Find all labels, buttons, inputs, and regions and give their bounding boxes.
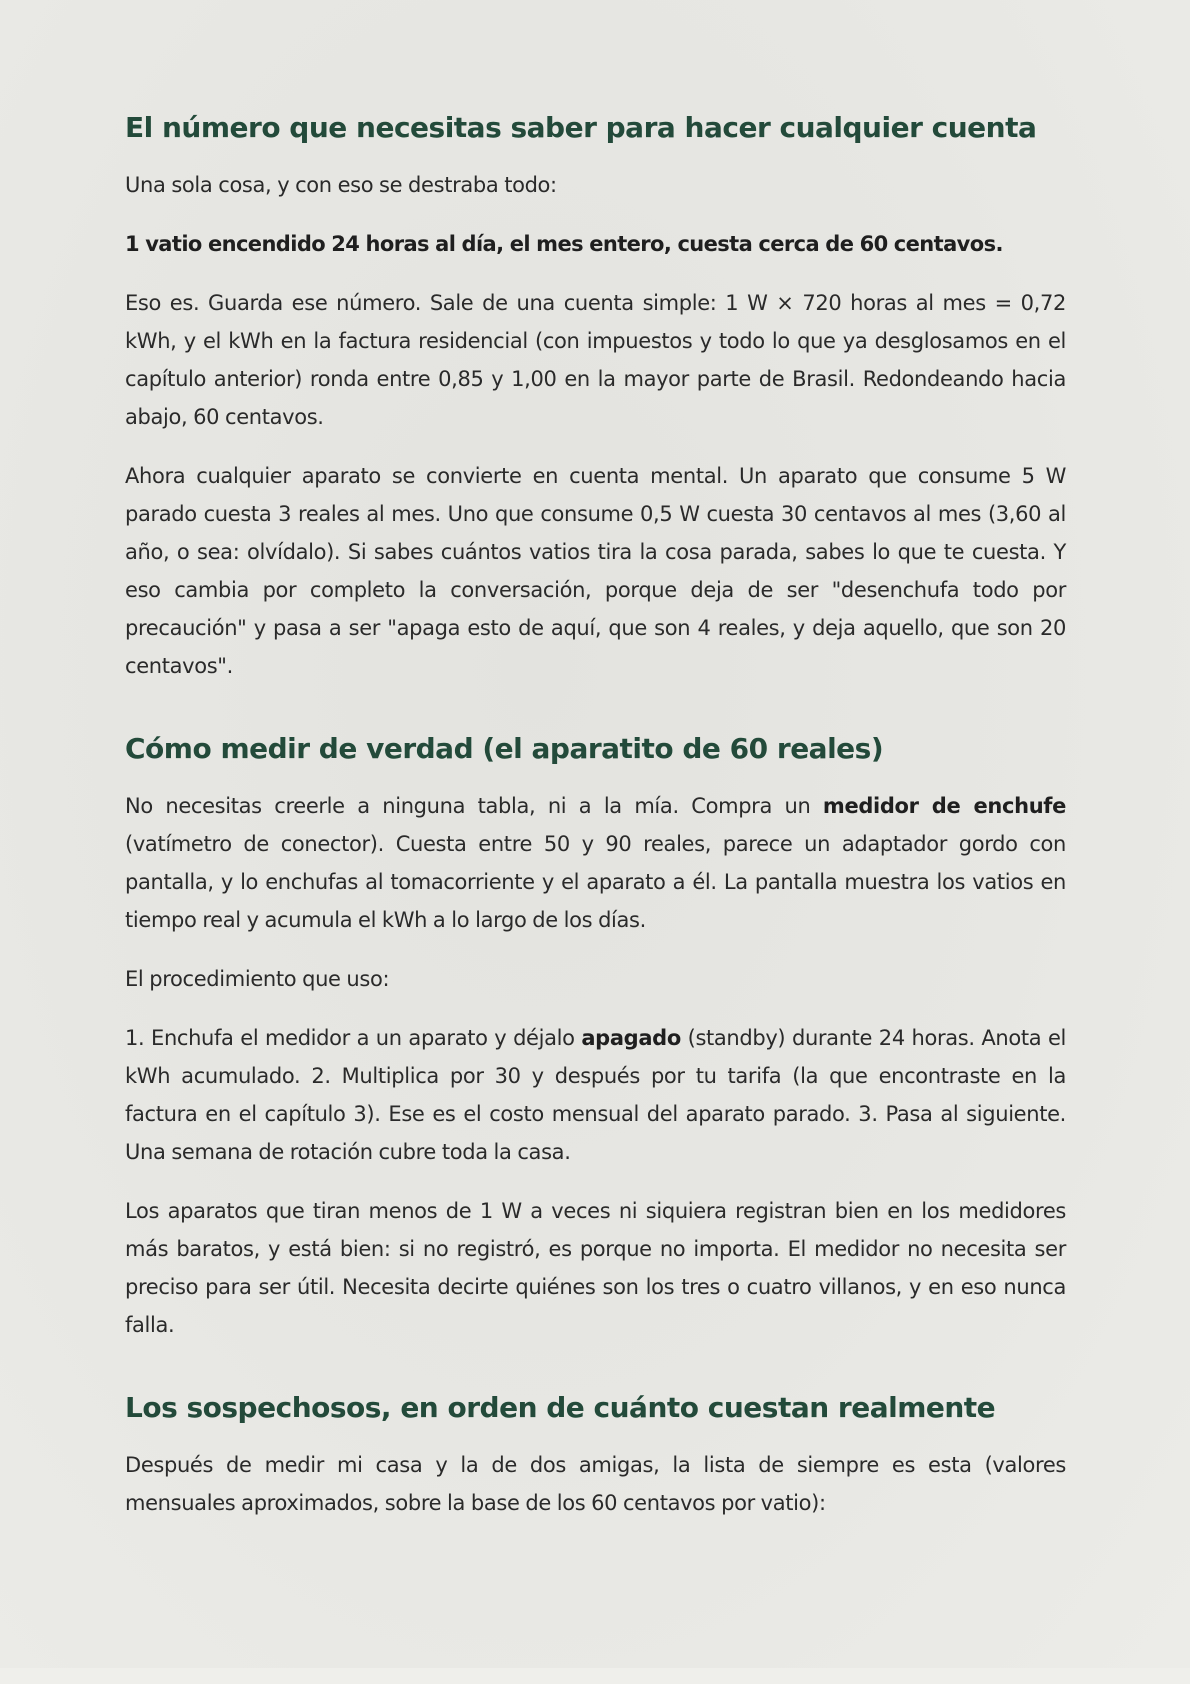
paragraph [125,787,1066,939]
text-run: 1. Enchufa el medidor a un aparato y déjalo [125,1026,582,1050]
section-heading: El número que necesitas saber para hacer cualquier cuenta [125,111,1037,144]
paragraph: Una sola cosa, y con eso se destraba todo: [125,173,557,197]
paragraph: Ahora cualquier aparato se convierte en cuenta mental. Un aparato que consume 5 W parado cuesta 3 reales al mes. Uno que consume 0,5 W cuesta 30 centavos al mes (3,60 al año, o sea: olvídalo). Si sabes cuántos vatios tira la cosa parada, sabes lo que te cuesta. Y eso cambia por completo la conversación, porque deja de ser "desenchufa todo por precaución" y pasa a ser "apaga esto de aquí, que son 4 reales, y deja aquello, que son 20 centavos". [125,464,1066,678]
paragraph: Eso es. Guarda ese número. Sale de una cuenta simple: 1 W × 720 horas al mes = 0,72 kWh, y el kWh en la factura residencial (con impuestos y todo lo que ya desglosamos en el capítulo anterior) ronda entre 0,85 y 1,00 en la mayor parte de Brasil. Redondeando hacia abajo, 60 centavos. [125,291,1066,429]
page-bottom-edge [0,1668,1190,1684]
bold-term: medidor de enchufe [822,794,1066,818]
text-run: (standby) durante 24 horas. Anota el kWh acumulado. 2. Multiplica por 30 y después por tu tarifa (la que encontraste en la factura en el capítulo 3). Ese es el costo mensual del aparato parado. 3. Pasa al siguiente. Una semana de rotación cubre toda la casa. [125,1026,1067,1164]
section-heading: Cómo medir de verdad (el aparatito de 60 reales) [125,732,884,765]
emphasized-paragraph: 1 vatio encendido 24 horas al día, el mes entero, cuesta cerca de 60 centavos. [125,232,1003,256]
paragraph: El procedimiento que uso: [125,967,390,991]
paragraph: Los aparatos que tiran menos de 1 W a veces ni siquiera registran bien en los medidores más baratos, y está bien: si no registró, es porque no importa. El medidor no necesita ser preciso para ser útil. Necesita decirte quiénes son los tres o cuatro villanos, y en eso nunca falla. [125,1199,1066,1337]
paragraph: Después de medir mi casa y la de dos amigas, la lista de siempre es esta (valores mensuales aproximados, sobre la base de los 60 centavos por vatio): [125,1453,1066,1515]
text-run: (vatímetro de conector). Cuesta entre 50 y 90 reales, parece un adaptador gordo con pantalla, y lo enchufas al tomacorriente y el aparato a él. La pantalla muestra los vatios en tiempo real y acumula el kWh a lo largo de los días. [125,832,1066,932]
section-heading: Los sospechosos, en orden de cuánto cuestan realmente [125,1391,996,1424]
paragraph [125,1019,1066,1171]
text-run: No necesitas creerle a ninguna tabla, ni a la mía. Compra un [125,794,823,818]
bold-term: apagado [581,1026,681,1050]
